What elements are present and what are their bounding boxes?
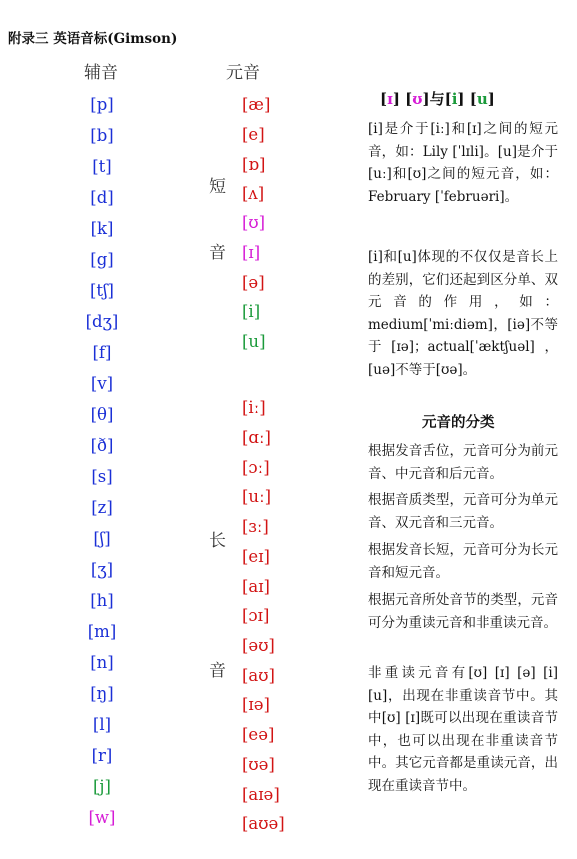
heading-symbol-3: i — [451, 90, 458, 108]
long-vowel-symbol: [aɪ] — [242, 577, 270, 596]
consonant-symbol: [v] — [90, 374, 114, 393]
consonants-header: 辅音 — [84, 63, 118, 83]
long-vowel-symbol: [aɪə] — [242, 785, 280, 804]
classification-item: 根据元音所处音节的类型，元音可分为重读元音和非重读元音。 — [368, 592, 558, 631]
page-title: 附录三 英语音标(Gimson) — [8, 31, 178, 47]
consonant-symbol: [g] — [90, 250, 114, 269]
classification-item: 非重读元音有[ʊ] [ɪ] [ə] [i] [u]，出现在非重读音节中。其中[ʊ] [ɪ]既可以出现在重读音节中，也可以出现在非重读音节中。其它元音都是重读元音，出现在重读音节中。 — [368, 665, 558, 794]
classification-item: 根据发音长短，元音可分为长元音和短元音。 — [368, 542, 558, 581]
long-vowel-symbol: [ɑː] — [242, 428, 271, 447]
explanation-paragraph-1: [i]是介于[iː]和[ɪ]之间的短元音，如：Lily [ˈlɪli]。[u]是介于[uː]和[ʊ]之间的短元音，如：February [ˈfebruəri]。 — [368, 121, 558, 205]
short-vowel-label: 音 — [209, 243, 226, 263]
short-vowel-symbol: [ɒ] — [242, 155, 266, 174]
consonant-symbol: [s] — [91, 467, 113, 486]
vowel-comparison-heading: [ɪ] [ʊ]与[i] [u] — [380, 90, 495, 108]
short-vowel-symbol: [ʊ] — [242, 213, 266, 232]
long-vowel-symbol: [əʊ] — [242, 636, 275, 655]
consonant-symbol: [k] — [90, 219, 114, 238]
consonant-symbol: [θ] — [90, 405, 114, 424]
long-vowel-symbol: [ɔː] — [242, 458, 270, 477]
consonant-symbol: [n] — [90, 653, 114, 672]
consonant-symbol: [w] — [88, 808, 116, 827]
long-vowel-symbol: [eɪ] — [242, 547, 270, 566]
heading-symbol-1: ɪ — [387, 90, 393, 108]
long-vowel-symbol: [aʊə] — [242, 814, 285, 833]
consonant-symbol: [tʃ] — [90, 281, 114, 300]
consonant-symbol: [d] — [90, 188, 114, 207]
classification-item: 根据音质类型，元音可分为单元音、双元音和三元音。 — [368, 492, 558, 531]
short-vowel-symbol: [u] — [242, 332, 266, 351]
short-vowel-label: 短 — [209, 177, 226, 197]
heading-symbol-4: u — [476, 90, 488, 108]
long-vowel-symbol: [uː] — [242, 487, 272, 506]
consonant-symbol: [l] — [92, 715, 112, 734]
short-vowel-symbol: [ɪ] — [242, 243, 261, 262]
short-vowel-symbol: [æ] — [242, 95, 271, 114]
consonant-symbol: [b] — [90, 126, 114, 145]
heading-symbol-2: ʊ — [412, 90, 423, 108]
explanation-paragraph-2: [i]和[u]体现的不仅仅是音长上的差别，它们还起到区分单、双元音的作用，如：medium[ˈmiːdiəm]，[iə]不等于[ɪə]；actual[ˈæktʃuəl]，[uə]不等于[ʊə]。 — [368, 249, 558, 378]
long-vowel-symbol: [ɪə] — [242, 695, 270, 714]
classification-item: 根据发音舌位，元音可分为前元音、中元音和后元音。 — [368, 443, 558, 482]
long-vowel-symbol: [ɔɪ] — [242, 606, 270, 625]
consonant-symbol: [ʒ] — [90, 560, 114, 579]
long-vowel-symbol: [aʊ] — [242, 666, 275, 685]
consonant-symbol: [z] — [91, 498, 113, 517]
long-vowel-label: 音 — [209, 661, 226, 681]
long-vowel-symbol: [ɜː] — [242, 517, 269, 536]
long-vowel-label: 长 — [209, 531, 226, 551]
long-vowel-symbol: [eə] — [242, 725, 275, 744]
consonant-symbol: [j] — [93, 777, 111, 796]
consonant-symbol: [ʃ] — [93, 529, 111, 548]
consonant-symbol: [t] — [92, 157, 112, 176]
consonant-symbol: [r] — [91, 746, 113, 765]
consonant-symbol: [m] — [87, 622, 117, 641]
short-vowel-symbol: [ə] — [242, 273, 265, 292]
consonant-symbol: [f] — [92, 343, 112, 362]
consonant-symbol: [p] — [90, 95, 114, 114]
consonant-symbol: [h] — [90, 591, 114, 610]
consonant-symbol: [ŋ] — [90, 684, 114, 703]
short-vowel-symbol: [i] — [242, 302, 261, 321]
section-title: 元音的分类 — [422, 414, 495, 431]
long-vowel-symbol: [iː] — [242, 398, 266, 417]
short-vowel-symbol: [ʌ] — [242, 184, 265, 203]
vowels-header: 元音 — [226, 63, 260, 83]
consonant-symbol: [dʒ] — [85, 312, 119, 331]
heading-connector: 与 — [429, 90, 445, 108]
long-vowel-symbol: [ʊə] — [242, 755, 275, 774]
short-vowel-symbol: [e] — [242, 125, 265, 144]
consonant-symbol: [ð] — [90, 436, 114, 455]
